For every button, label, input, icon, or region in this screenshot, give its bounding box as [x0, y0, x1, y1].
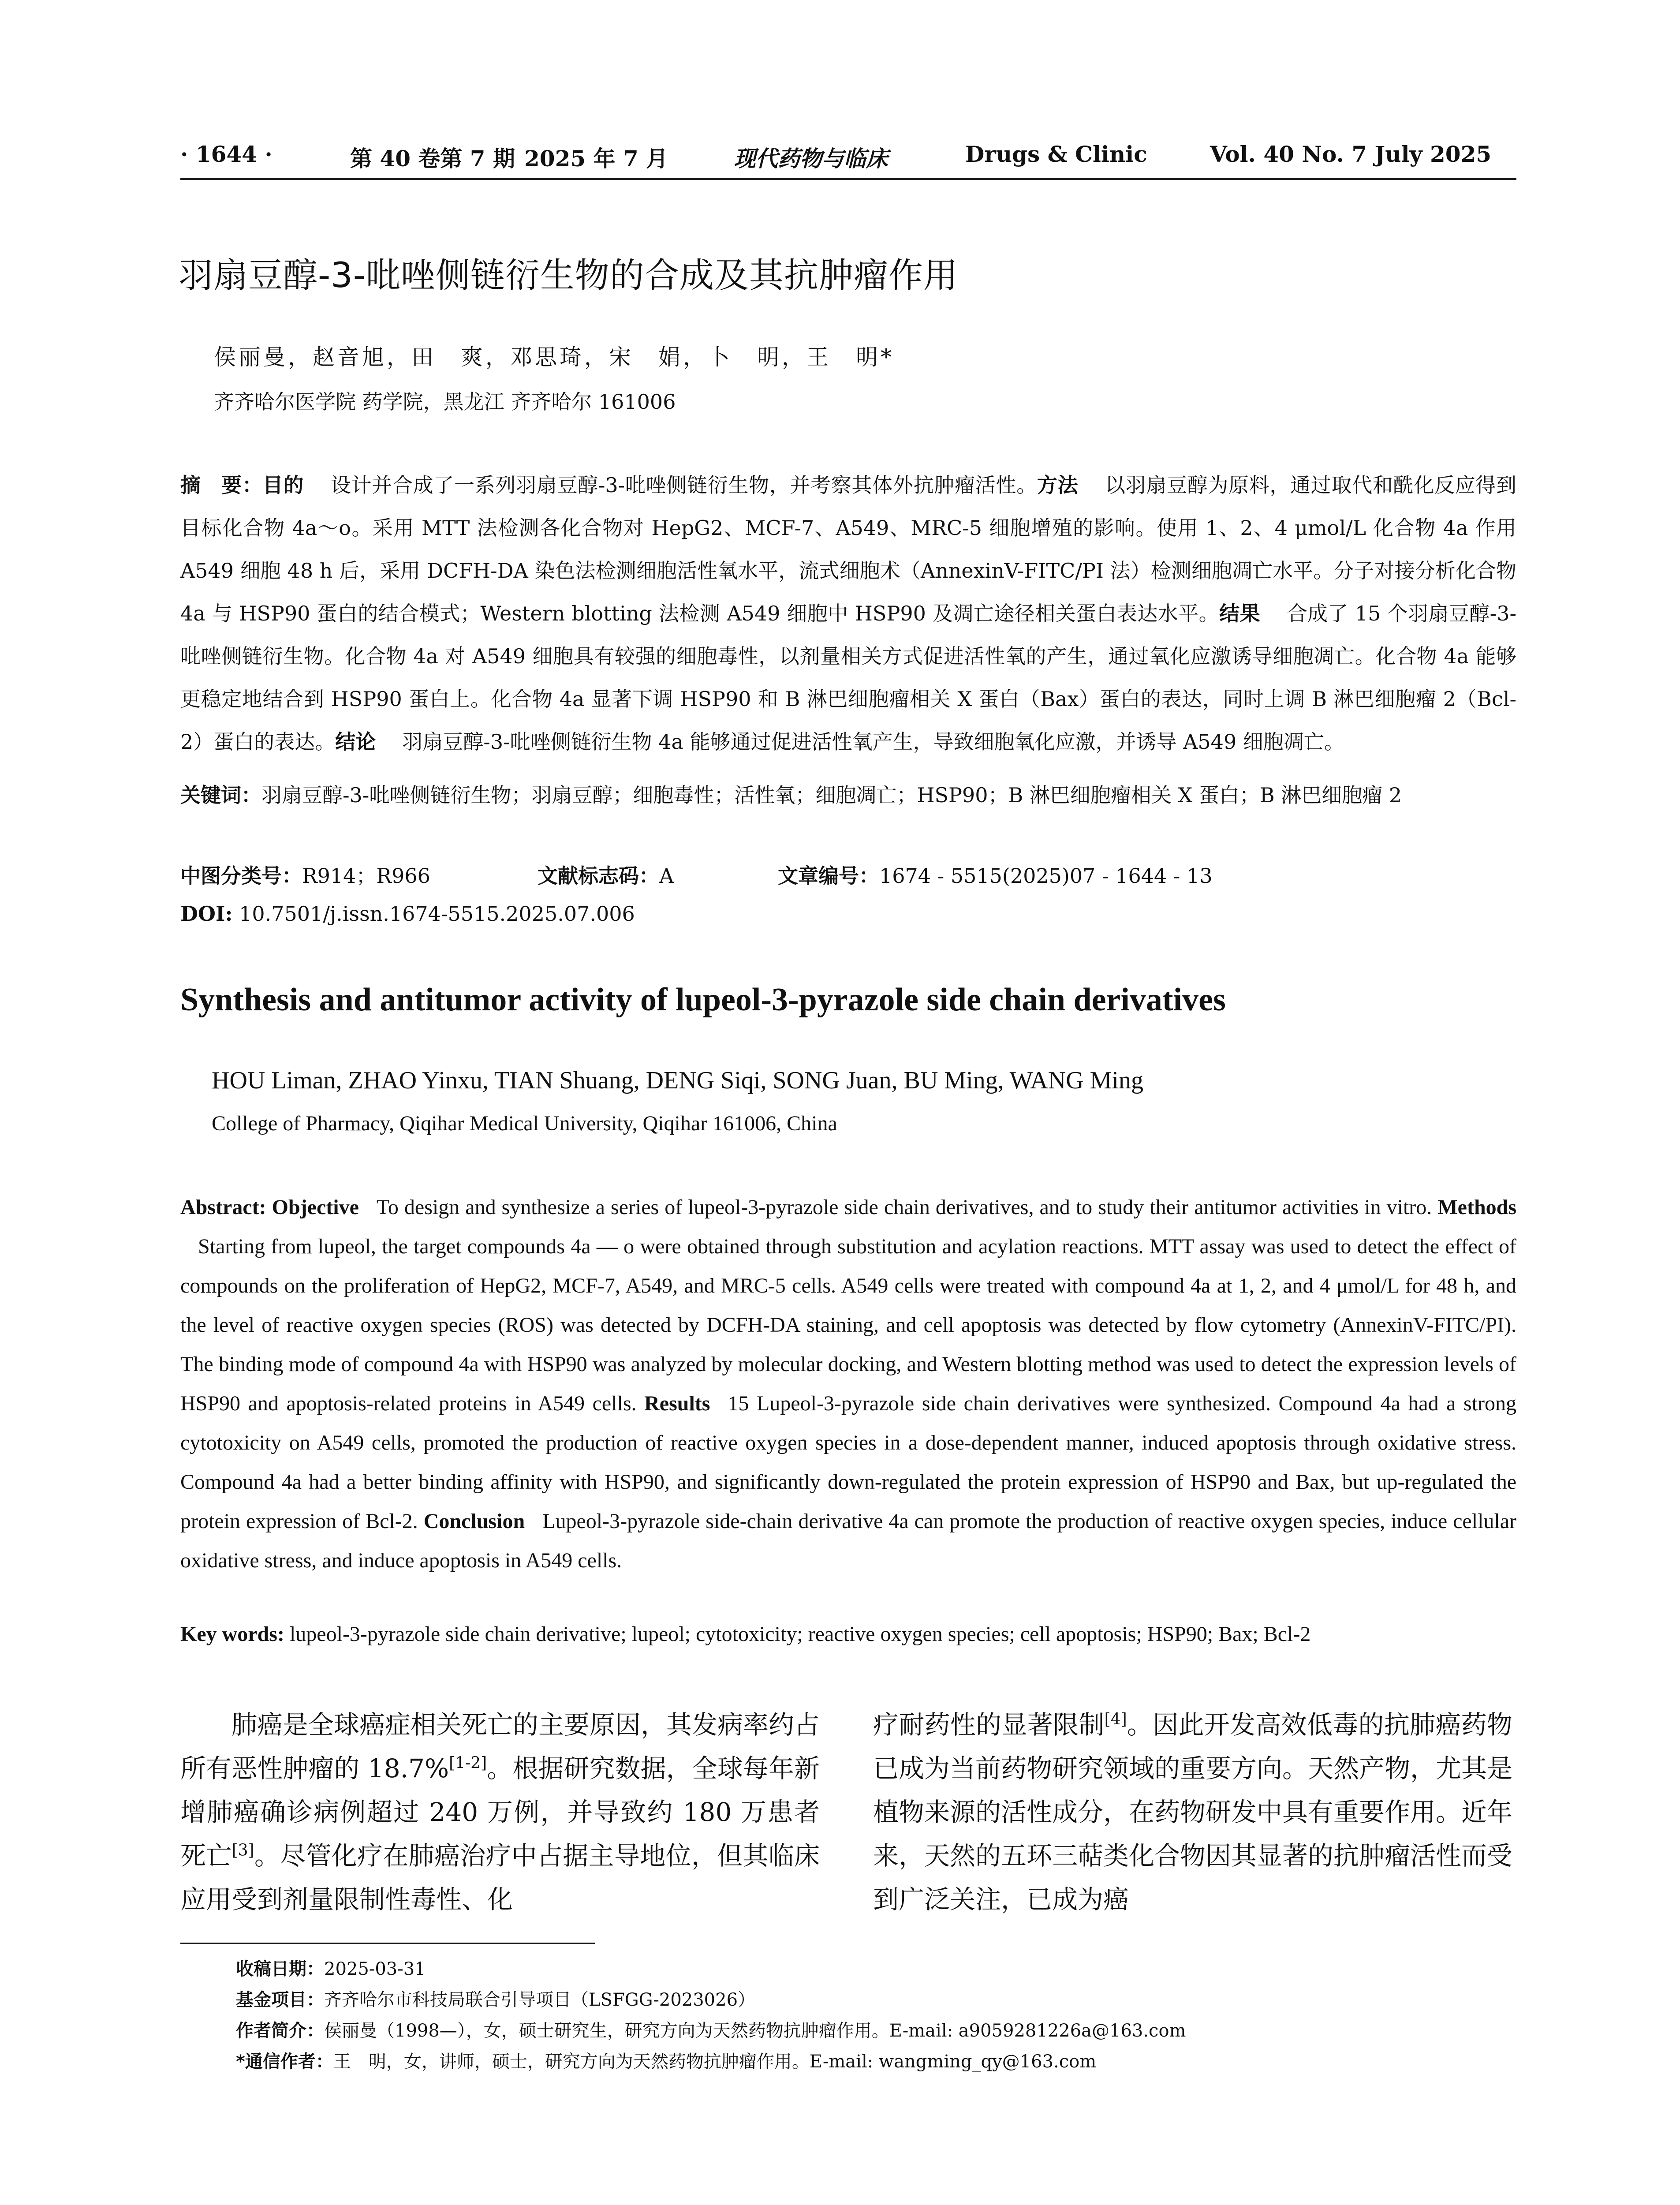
corresponding-label: *通信作者： [236, 2052, 333, 2072]
doi-label: DOI: [180, 902, 233, 926]
body-column-left [180, 1703, 820, 1921]
abstract-en-methods-label: Methods [1437, 1196, 1517, 1219]
body-right-text-2: 。因此开发高效低毒的抗肺癌药物已成为当前药物研究领域的重要方向。天然产物，尤其是植物来源的活性成分，在药物研发中具有重要作用。近年来，天然的五环三萜类化合物因其显著的抗肿瘤活性而受到广泛关注，已成为癌 [873, 1710, 1513, 1914]
received-date: 2025-03-31 [324, 1959, 426, 1979]
body-left-text-1: 肺癌是全球癌症相关死亡的主要原因，其发病率约占所有恶性肿瘤的 18.7% [180, 1710, 820, 1783]
footnote-rule [180, 1943, 595, 1944]
affiliation-cn: 齐齐哈尔医学院 药学院，黑龙江 齐齐哈尔 161006 [214, 390, 676, 414]
abstract-cn-methods: 以羽扇豆醇为原料，通过取代和酰化反应得到目标化合物 4a～o。采用 MTT 法检测各化合物对 HepG2、MCF-7、A549、MRC-5 细胞增殖的影响。使用 1、2、4 μmol/L 化合物 4a 作用 A549 细胞 48 h 后，采用 DCFH-DA 染色法检测细胞活性氧水平，流式细胞术（AnnexinV-FITC/PI 法）检测细胞凋亡水平。分子对接分析化合物 4a 与 HSP90 蛋白的结合模式；Western blotting 法检测 A549 细胞中 HSP90 及凋亡途径相关蛋白表达水平。 [180, 473, 1517, 625]
abstract-cn-conclusion: 羽扇豆醇-3-吡唑侧链衍生物 4a 能够通过促进活性氧产生，导致细胞氧化应激，并诱导 A549 细胞凋亡。 [402, 730, 1344, 754]
issue-date-cn: 2025 年 7 月 [524, 146, 668, 172]
footnotes [236, 1954, 1515, 2077]
journal-name-en: Drugs & Clinic [965, 141, 1147, 167]
abstract-cn-objective: 设计并合成了一系列羽扇豆醇-3-吡唑侧链衍生物，并考察其体外抗肿瘤活性。 [330, 473, 1037, 497]
authors-cn: 侯丽曼，赵音旭，田 爽，邓思琦，宋 娟，卜 明，王 明* [214, 344, 894, 370]
doi-link[interactable]: 10.7501/j.issn.1674-5515.2025.07.006 [239, 902, 635, 926]
abstract-cn-results-label: 结果 [1219, 602, 1261, 625]
clc-label: 中图分类号： [180, 864, 302, 888]
author-bio-label: 作者简介： [236, 2021, 324, 2041]
volume-issue-cn: 第 40 卷第 7 期 [350, 146, 515, 172]
footnote-corresponding [236, 2046, 1515, 2077]
abstract-en-conclusion: Lupeol-3-pyrazole side-chain derivative 4a can promote the production of reactive oxygen species, induce cellular oxidative stress, and induce apoptosis in A549 cells. [180, 1510, 1517, 1572]
abstract-cn-methods-label: 方法 [1037, 473, 1079, 497]
abstract-cn-label: 摘 要： [180, 473, 263, 497]
abstract-cn-results: 合成了 15 个羽扇豆醇-3-吡唑侧链衍生物。化合物 4a 对 A549 细胞具有较强的细胞毒性，以剂量相关方式促进活性氧的产生，通过氧化应激诱导细胞凋亡。化合物 4a 能够更稳定地结合到 HSP90 蛋白上。化合物 4a 显著下调 HSP90 和 B 淋巴细胞瘤相关 X 蛋白（Bax）蛋白的表达，同时上调 B 淋巴细胞瘤 2（Bcl-2）蛋白的表达。 [180, 602, 1517, 754]
document-code-value: A [659, 864, 674, 888]
journal-name-cn: 现代药物与临床 [734, 146, 888, 172]
abstract-en-results-label: Results [644, 1392, 710, 1415]
document-code [538, 860, 674, 889]
abstract-en-objective-label: Objective [272, 1196, 359, 1219]
header-rule [180, 178, 1516, 180]
keywords-cn [180, 774, 1516, 817]
abstract-cn-conclusion-label: 结论 [335, 730, 376, 754]
footnote-fund [236, 1984, 1515, 2015]
page-number: · 1644 · [180, 141, 273, 167]
footnote-received [236, 1954, 1515, 1984]
document-code-label: 文献标志码： [538, 864, 659, 888]
affiliation-en: College of Pharmacy, Qiqihar Medical University, Qiqihar 161006, China [212, 1112, 837, 1135]
clc-number [180, 860, 430, 889]
footnote-author [236, 2015, 1515, 2046]
keywords-en-label: Key words: [180, 1622, 284, 1646]
abstract-en-objective: To design and synthesize a series of lupeol-3-pyrazole side chain derivatives, and to study their antitumor activities in vitro. [376, 1196, 1432, 1219]
body-left-text-2: 。根据研究数据，全球每年新增肺癌确诊病例超过 240 万例，并导致约 180 万患者死亡 [180, 1753, 820, 1871]
title-en: Synthesis and antitumor activity of lupeol-3-pyrazole side chain derivatives [180, 982, 1226, 1018]
abstract-en-methods: Starting from lupeol, the target compounds 4a — o were obtained through substitution and acylation reactions. MTT assay was used to detect the effect of compounds on the proliferation of HepG2, MCF-7, A549, and MRC-5 cells. A549 cells were treated with compound 4a at 1, 2, and 4 μmol/L for 48 h, and the level of reactive oxygen species (ROS) was detected by DCFH-DA staining, and cell apoptosis was detected by flow cytometry (AnnexinV-FITC/PI). The binding mode of compound 4a with HSP90 was analyzed by molecular docking, and Western blotting method was used to detect the expression levels of HSP90 and apoptosis-related proteins in A549 cells. [180, 1235, 1516, 1415]
title-cn: 羽扇豆醇-3-吡唑侧链衍生物的合成及其抗肿瘤作用 [179, 256, 958, 295]
clc-value: R914；R966 [302, 864, 430, 888]
fund-label: 基金项目： [236, 1990, 324, 2010]
abstract-cn-objective-label: 目的 [262, 473, 304, 497]
body-left-text-3: 。尽管化疗在肺癌治疗中占据主导地位，但其临床应用受到剂量限制性毒性、化 [180, 1841, 820, 1914]
abstract-en [180, 1188, 1516, 1580]
body-right-text-1: 疗耐药性的显著限制 [873, 1710, 1105, 1740]
abstract-en-conclusion-label: Conclusion [423, 1510, 525, 1533]
fund-text: 齐齐哈尔市科技局联合引导项目（LSFGG-2023026） [324, 1990, 756, 2010]
body-column-right [873, 1703, 1512, 1921]
article-number-label: 文章编号： [778, 864, 879, 888]
keywords-cn-label: 关键词： [180, 783, 261, 807]
received-label: 收稿日期： [236, 1959, 324, 1979]
abstract-en-results: 15 Lupeol-3-pyrazole side chain derivatives were synthesized. Compound 4a had a strong cytotoxicity on A549 cells, promoted the production of reactive oxygen species in a dose-dependent manner, induced apoptosis through oxidative stress. Compound 4a had a better binding affinity with HSP90, and significantly down-regulated the protein expression of HSP90 and Bax, but up-regulated the protein expression of Bcl-2. [180, 1392, 1517, 1533]
keywords-en-text: lupeol-3-pyrazole side chain derivative; lupeol; cytotoxicity; reactive oxygen species; cell apoptosis; HSP90; Bax; Bcl-2 [289, 1622, 1311, 1646]
corresponding-text: 王 明，女，讲师，硕士，研究方向为天然药物抗肿瘤作用。E-mail: wangming_qy@163.com [333, 2052, 1097, 2072]
citation[interactable]: [4] [1104, 1710, 1127, 1729]
abstract-en-label: Abstract: [180, 1196, 266, 1219]
volume-issue-en: Vol. 40 No. 7 July 2025 [1210, 141, 1492, 167]
citation[interactable]: [1-2] [449, 1754, 487, 1772]
authors-en: HOU Liman, ZHAO Yinxu, TIAN Shuang, DENG Siqi, SONG Juan, BU Ming, WANG Ming [212, 1067, 1143, 1094]
citation[interactable]: [3] [231, 1841, 254, 1860]
article-number [778, 860, 1213, 889]
doi [180, 902, 635, 926]
abstract-cn [180, 464, 1516, 763]
author-bio-text: 侯丽曼（1998—），女，硕士研究生，研究方向为天然药物抗肿瘤作用。E-mail: a9059281226a@163.com [324, 2021, 1186, 2041]
running-header [180, 141, 1516, 176]
keywords-en [180, 1622, 1516, 1646]
keywords-cn-text: 羽扇豆醇-3-吡唑侧链衍生物；羽扇豆醇；细胞毒性；活性氧；细胞凋亡；HSP90；B 淋巴细胞瘤相关 X 蛋白；B 淋巴细胞瘤 2 [261, 783, 1402, 807]
article-number-value: 1674 - 5515(2025)07 - 1644 - 13 [879, 864, 1213, 888]
